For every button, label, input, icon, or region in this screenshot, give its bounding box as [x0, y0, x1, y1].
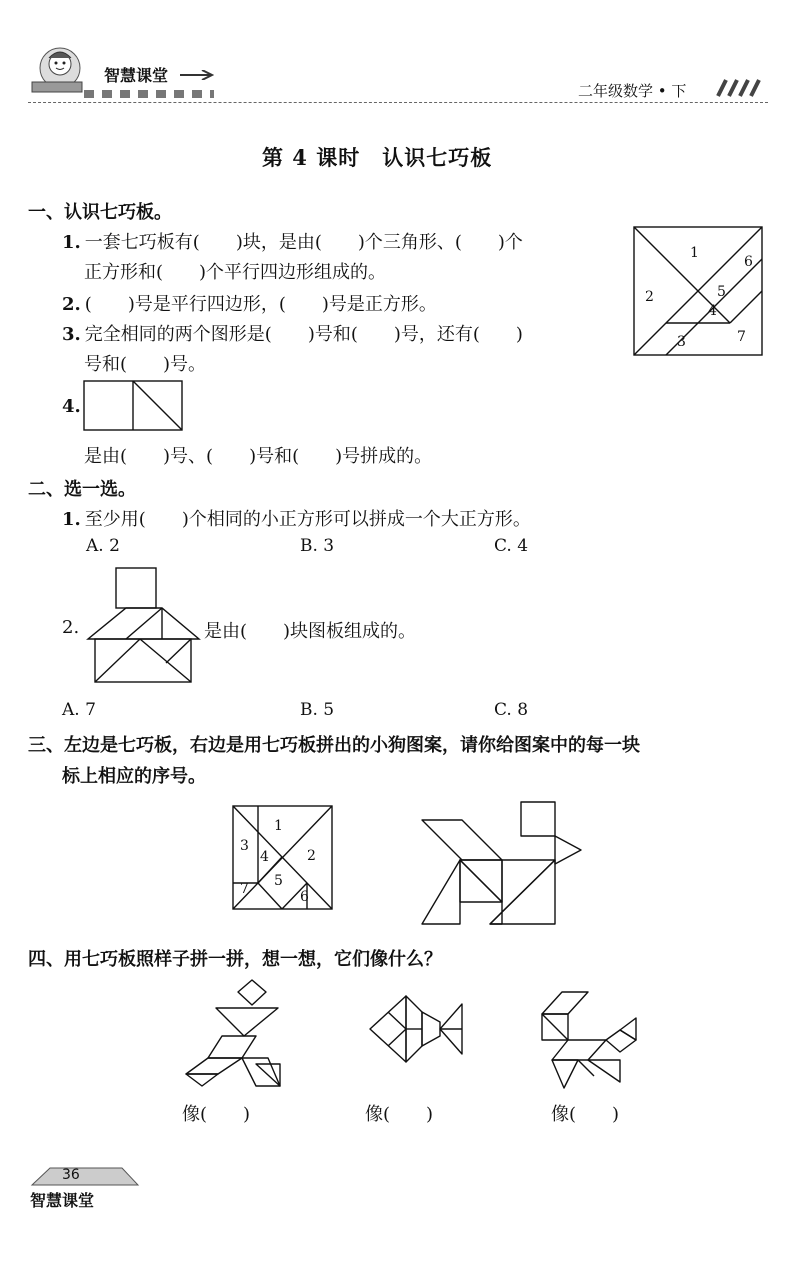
header-slashes — [712, 79, 766, 101]
option-a: A. 2 — [86, 536, 120, 556]
question-2-2-number: 2. — [62, 617, 80, 638]
question-2-1 — [62, 505, 531, 531]
question-text: ( )号是平行四边形，( )号是正方形。 — [84, 294, 437, 315]
question-number: 4. — [62, 396, 81, 417]
section4-heading: 四、用七巧板照样子拼一拼，想一想，它们像什么？ — [28, 949, 442, 970]
section2-heading: 二、选一选。 — [28, 479, 136, 500]
answer-2: 像( ) — [365, 1104, 434, 1125]
piece-label-5: 5 — [717, 284, 726, 300]
question-text: 至少用( )个相同的小正方形可以拼成一个大正方形。 — [84, 509, 531, 530]
piece-label-3: 3 — [677, 334, 686, 350]
option-a: A. 7 — [62, 700, 96, 720]
piece-label-1: 1 — [690, 245, 699, 261]
piece-label-2: 2 — [645, 289, 654, 305]
question-number: 1. — [62, 509, 81, 530]
question-text: 一套七巧板有( )块，是由( )个三角形、( )个 — [84, 232, 523, 253]
arrow-icon — [180, 70, 214, 80]
page-title: 第 4 课时 认识七巧板 — [262, 145, 493, 170]
header-mascot — [22, 44, 92, 96]
mascot-icon — [22, 44, 92, 96]
answer-1: 像( ) — [182, 1104, 251, 1125]
question-1-3 — [62, 320, 523, 346]
question-text: 完全相同的两个图形是( )号和( )号，还有( ) — [84, 324, 523, 345]
option-b: B. 3 — [300, 536, 335, 556]
question-1-2 — [62, 290, 437, 316]
animal-figure — [538, 988, 642, 1092]
piece-label-4: 4 — [260, 849, 269, 865]
piece-label-4: 4 — [708, 303, 717, 319]
question-number: 1. — [62, 232, 81, 253]
rectangle-figure — [83, 380, 183, 432]
section3-heading-line2: 标上相应的序号。 — [62, 766, 206, 787]
header-stripe — [84, 90, 214, 98]
section1-heading: 一、认识七巧板。 — [28, 202, 172, 223]
header-subject: 二年级数学 • 下 — [578, 82, 687, 100]
question-number: 2. — [62, 294, 81, 315]
question-number: 3. — [62, 324, 81, 345]
footer-tab — [30, 1164, 140, 1186]
section3-heading-line1: 三、左边是七巧板，右边是用七巧板拼出的小狗图案，请你给图案中的每一块 — [28, 735, 640, 756]
piece-label-7: 7 — [240, 881, 249, 897]
header-rule — [28, 102, 768, 103]
dog-figure — [418, 800, 584, 928]
piece-label-3: 3 — [240, 838, 249, 854]
piece-label-2: 2 — [307, 848, 316, 864]
piece-label-6: 6 — [300, 889, 309, 905]
page-number: 36 — [62, 1167, 80, 1183]
answer-3: 像( ) — [551, 1104, 620, 1125]
header-brand: 智慧课堂 — [104, 66, 169, 85]
runner-figure — [182, 978, 284, 1088]
option-c: C. 4 — [494, 536, 529, 556]
option-c: C. 8 — [494, 700, 529, 720]
piece-label-7: 7 — [737, 329, 746, 345]
fish-figure — [368, 994, 466, 1064]
piece-label-1: 1 — [274, 818, 283, 834]
question-2-2-text: 是由( )块图板组成的。 — [204, 621, 417, 642]
house-figure — [86, 566, 202, 684]
question-1-4-text: 是由( )号、( )号和( )号拼成的。 — [84, 446, 433, 467]
question-1-1-cont: 正方形和( )个平行四边形组成的。 — [84, 262, 387, 283]
tangram-figure-2 — [232, 805, 334, 911]
question-1-3-cont: 号和( )号。 — [84, 354, 207, 375]
tangram-figure-1 — [633, 226, 765, 358]
question-1-1 — [62, 228, 523, 254]
question-1-4-number — [62, 396, 85, 417]
piece-label-6: 6 — [744, 254, 753, 270]
option-b: B. 5 — [300, 700, 335, 720]
piece-label-5: 5 — [274, 873, 283, 889]
footer-brand: 智慧课堂 — [30, 1191, 95, 1210]
